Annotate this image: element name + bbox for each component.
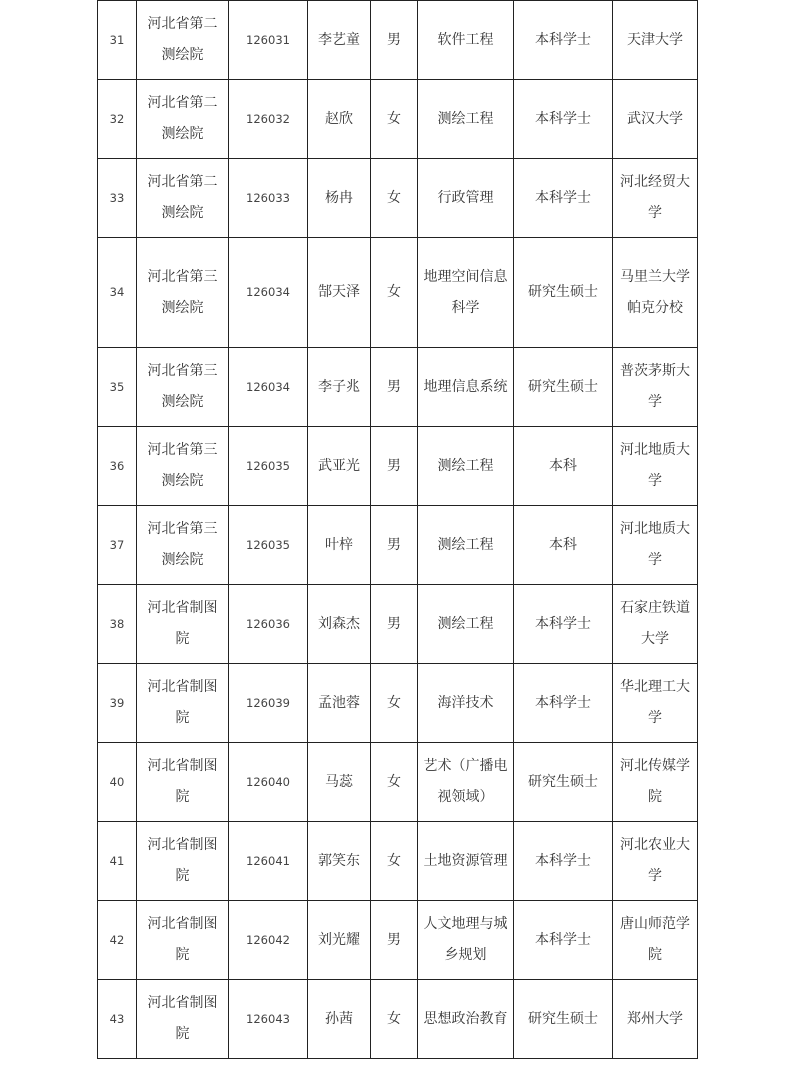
position-code-cell: 126043	[229, 980, 308, 1059]
degree-cell: 研究生硕士	[514, 238, 613, 348]
table-row	[98, 506, 698, 585]
unit-cell: 河北省制图院	[137, 822, 229, 901]
degree-cell: 研究生硕士	[514, 348, 613, 427]
school-cell: 河北经贸大学	[613, 159, 698, 238]
unit-cell: 河北省第三测绘院	[137, 427, 229, 506]
major-cell: 软件工程	[418, 1, 514, 80]
school-cell: 河北地质大学	[613, 506, 698, 585]
name-cell: 孙茜	[308, 980, 371, 1059]
position-code-cell: 126041	[229, 822, 308, 901]
gender-cell: 男	[371, 348, 418, 427]
position-code-cell: 126034	[229, 238, 308, 348]
unit-cell: 河北省制图院	[137, 664, 229, 743]
position-code-cell: 126032	[229, 80, 308, 159]
major-cell: 行政管理	[418, 159, 514, 238]
table-row	[98, 901, 698, 980]
table-row	[98, 743, 698, 822]
personnel-table	[97, 0, 698, 1059]
gender-cell: 男	[371, 901, 418, 980]
table-row	[98, 80, 698, 159]
unit-cell: 河北省制图院	[137, 980, 229, 1059]
school-cell: 马里兰大学帕克分校	[613, 238, 698, 348]
row-number-cell: 31	[98, 1, 137, 80]
school-cell: 普茨茅斯大学	[613, 348, 698, 427]
major-cell: 测绘工程	[418, 585, 514, 664]
table-row	[98, 664, 698, 743]
row-number-cell: 40	[98, 743, 137, 822]
unit-cell: 河北省第二测绘院	[137, 159, 229, 238]
table-row	[98, 238, 698, 348]
name-cell: 郭笑东	[308, 822, 371, 901]
unit-cell: 河北省制图院	[137, 743, 229, 822]
gender-cell: 男	[371, 1, 418, 80]
degree-cell: 本科	[514, 506, 613, 585]
table-row	[98, 427, 698, 506]
name-cell: 刘森杰	[308, 585, 371, 664]
position-code-cell: 126035	[229, 427, 308, 506]
name-cell: 李艺童	[308, 1, 371, 80]
degree-cell: 本科学士	[514, 1, 613, 80]
unit-cell: 河北省第三测绘院	[137, 348, 229, 427]
row-number-cell: 32	[98, 80, 137, 159]
school-cell: 郑州大学	[613, 980, 698, 1059]
position-code-cell: 126036	[229, 585, 308, 664]
major-cell: 地理信息系统	[418, 348, 514, 427]
major-cell: 测绘工程	[418, 506, 514, 585]
position-code-cell: 126039	[229, 664, 308, 743]
unit-cell: 河北省第二测绘院	[137, 80, 229, 159]
major-cell: 思想政治教育	[418, 980, 514, 1059]
gender-cell: 女	[371, 80, 418, 159]
degree-cell: 研究生硕士	[514, 743, 613, 822]
school-cell: 河北农业大学	[613, 822, 698, 901]
school-cell: 河北地质大学	[613, 427, 698, 506]
school-cell: 石家庄铁道大学	[613, 585, 698, 664]
name-cell: 马蕊	[308, 743, 371, 822]
gender-cell: 女	[371, 743, 418, 822]
unit-cell: 河北省第三测绘院	[137, 238, 229, 348]
name-cell: 刘光耀	[308, 901, 371, 980]
unit-cell: 河北省第三测绘院	[137, 506, 229, 585]
major-cell: 测绘工程	[418, 80, 514, 159]
degree-cell: 研究生硕士	[514, 980, 613, 1059]
unit-cell: 河北省制图院	[137, 901, 229, 980]
row-number-cell: 42	[98, 901, 137, 980]
position-code-cell: 126035	[229, 506, 308, 585]
unit-cell: 河北省第二测绘院	[137, 1, 229, 80]
degree-cell: 本科	[514, 427, 613, 506]
row-number-cell: 36	[98, 427, 137, 506]
school-cell: 华北理工大学	[613, 664, 698, 743]
major-cell: 测绘工程	[418, 427, 514, 506]
row-number-cell: 41	[98, 822, 137, 901]
name-cell: 武亚光	[308, 427, 371, 506]
table-row	[98, 159, 698, 238]
position-code-cell: 126033	[229, 159, 308, 238]
major-cell: 地理空间信息科学	[418, 238, 514, 348]
name-cell: 李子兆	[308, 348, 371, 427]
name-cell: 叶梓	[308, 506, 371, 585]
school-cell: 天津大学	[613, 1, 698, 80]
gender-cell: 男	[371, 585, 418, 664]
table-row	[98, 585, 698, 664]
gender-cell: 女	[371, 664, 418, 743]
position-code-cell: 126031	[229, 1, 308, 80]
name-cell: 杨冉	[308, 159, 371, 238]
major-cell: 艺术（广播电视领域）	[418, 743, 514, 822]
unit-cell: 河北省制图院	[137, 585, 229, 664]
gender-cell: 男	[371, 427, 418, 506]
school-cell: 武汉大学	[613, 80, 698, 159]
row-number-cell: 35	[98, 348, 137, 427]
table-row	[98, 822, 698, 901]
table-row	[98, 1, 698, 80]
name-cell: 赵欣	[308, 80, 371, 159]
gender-cell: 女	[371, 238, 418, 348]
gender-cell: 男	[371, 506, 418, 585]
table-row	[98, 980, 698, 1059]
row-number-cell: 33	[98, 159, 137, 238]
degree-cell: 本科学士	[514, 159, 613, 238]
degree-cell: 本科学士	[514, 585, 613, 664]
major-cell: 人文地理与城乡规划	[418, 901, 514, 980]
row-number-cell: 37	[98, 506, 137, 585]
row-number-cell: 39	[98, 664, 137, 743]
name-cell: 孟池蓉	[308, 664, 371, 743]
gender-cell: 女	[371, 980, 418, 1059]
row-number-cell: 34	[98, 238, 137, 348]
degree-cell: 本科学士	[514, 80, 613, 159]
position-code-cell: 126034	[229, 348, 308, 427]
major-cell: 土地资源管理	[418, 822, 514, 901]
position-code-cell: 126042	[229, 901, 308, 980]
school-cell: 唐山师范学院	[613, 901, 698, 980]
gender-cell: 女	[371, 159, 418, 238]
table-body	[98, 1, 698, 1059]
major-cell: 海洋技术	[418, 664, 514, 743]
degree-cell: 本科学士	[514, 822, 613, 901]
degree-cell: 本科学士	[514, 664, 613, 743]
name-cell: 郜天泽	[308, 238, 371, 348]
row-number-cell: 43	[98, 980, 137, 1059]
position-code-cell: 126040	[229, 743, 308, 822]
gender-cell: 女	[371, 822, 418, 901]
table-row	[98, 348, 698, 427]
school-cell: 河北传媒学院	[613, 743, 698, 822]
degree-cell: 本科学士	[514, 901, 613, 980]
row-number-cell: 38	[98, 585, 137, 664]
